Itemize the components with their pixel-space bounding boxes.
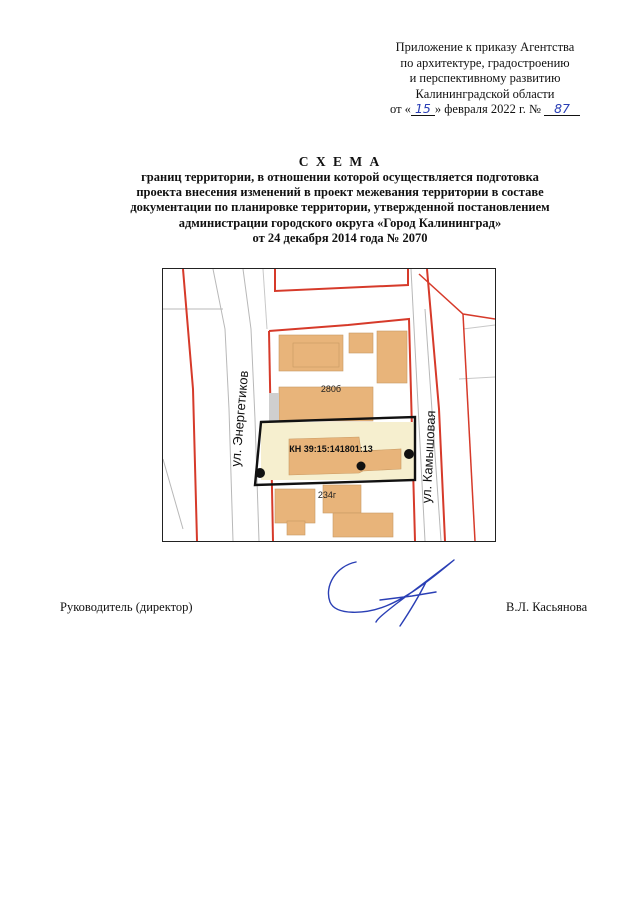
road-edge xyxy=(463,325,495,329)
building xyxy=(279,335,343,371)
building-number-bottom: 234г xyxy=(317,490,337,500)
signatory-position: Руководитель (директор) xyxy=(60,600,193,614)
red-line xyxy=(463,314,475,541)
map-canvas xyxy=(163,269,495,541)
document-title xyxy=(90,154,590,246)
structure xyxy=(269,393,279,421)
building xyxy=(333,513,393,537)
boundary-point xyxy=(357,462,366,471)
appendix-line-4: Калининградской области xyxy=(415,86,555,101)
title-line-2: проекта внесения изменений в проект межевания территории в составе xyxy=(136,185,544,200)
building xyxy=(377,331,407,383)
street-label-kamyshovaya: ул. Камышовая xyxy=(418,410,439,504)
road-edge xyxy=(213,269,233,541)
boundary-point xyxy=(404,449,414,459)
territory-map xyxy=(162,268,496,542)
date-middle: » февраля 2022 г. № xyxy=(434,102,541,116)
handwritten-signature xyxy=(316,552,466,632)
building-number-top: 280б xyxy=(320,384,342,394)
title-line-1: границ территории, в отношении которой осуществляется подготовка xyxy=(141,170,539,184)
appendix-line-1: Приложение к приказу Агентства xyxy=(395,40,575,54)
boundary-point xyxy=(255,468,265,478)
title-line-3: документации по планировке территории, утвержденной постановлением xyxy=(130,200,550,215)
building xyxy=(287,521,305,535)
handwritten-order-number: 87 xyxy=(544,102,580,116)
street-label-energetikov: ул. Энергетиков xyxy=(227,369,252,468)
title-heading: С Х Е М А xyxy=(298,154,382,169)
building xyxy=(275,489,315,523)
signatory-name: В.Л. Касьянова xyxy=(506,600,588,614)
road-edge xyxy=(263,269,267,329)
building xyxy=(349,333,373,353)
red-line xyxy=(275,269,408,291)
title-line-5: от 24 декабря 2014 года № 2070 xyxy=(252,230,428,245)
road-edge xyxy=(163,459,183,529)
title-body xyxy=(90,170,590,246)
handwritten-day: 15 xyxy=(411,102,435,116)
appendix-header xyxy=(360,40,610,118)
appendix-line-3: и перспективному развитию xyxy=(409,71,561,85)
parcel-cadastral-number: КН 39:15:141801:13 xyxy=(289,444,373,454)
red-line xyxy=(183,269,197,541)
date-prefix: от « xyxy=(389,102,411,116)
appendix-line-2: по архитектуре, градостроению xyxy=(400,55,570,70)
title-line-4: администрации городского округа «Город Калининград» xyxy=(178,215,502,230)
appendix-date-line xyxy=(360,102,610,118)
road-edge xyxy=(459,377,495,379)
